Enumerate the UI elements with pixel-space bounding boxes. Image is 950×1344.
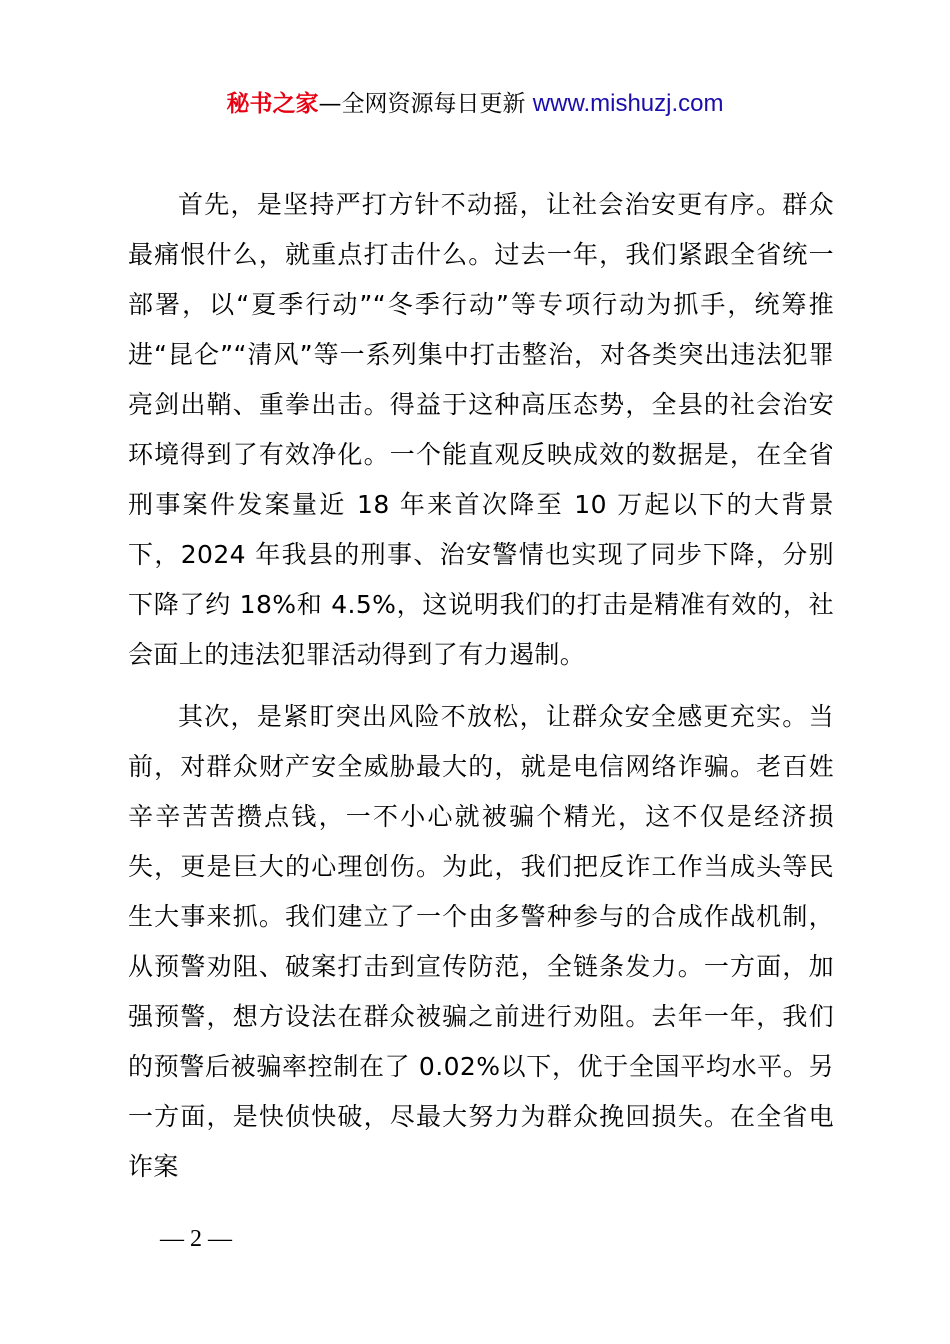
page-number: — 2 —: [160, 1226, 232, 1252]
site-url-link[interactable]: www.mishuzj.com: [532, 90, 724, 117]
brand-name: 秘书之家: [226, 91, 319, 117]
paragraph-2: 其次，是紧盯突出风险不放松，让群众安全感更充实。当前，对群众财产安全威胁最大的，就是电信网络诈骗。老百姓辛辛苦苦攒点钱，一不小心就被骗个精光，这不仅是经济损失，更是巨大的心理创伤。为此，我们把反诈工作当成头等民生大事来抓。我们建立了一个由多警种参与的合成作战机制，从预警劝阻、破案打击到宣传防范，全链条发力。一方面，加强预警，想方设法在群众被骗之前进行劝阻。去年一年，我们的预警后被骗率控制在了 0.02%以下，优于全国平均水平。另一方面，是快侦快破，尽最大努力为群众挽回损失。在全省电诈案: [128, 702, 834, 1181]
header-slogan: —全网资源每日更新: [318, 91, 533, 117]
paragraph-1: 首先，是坚持严打方针不动摇，让社会治安更有序。群众最痛恨什么，就重点打击什么。过去一年，我们紧跟全省统一部署，以“夏季行动”“冬季行动”等专项行动为抓手，统筹推进“昆仑”“清风”等一系列集中打击整治，对各类突出违法犯罪亮剑出鞘、重拳出击。得益于这种高压态势，全县的社会治安环境得到了有效净化。一个能直观反映成效的数据是，在全省刑事案件发案量近 18 年来首次降至 10 万起以下的大背景下，2024 年我县的刑事、治安警情也实现了同步下降，分别下降了约 18%和 4.5%，这说明我们的打击是精准有效的，社会面上的违法犯罪活动得到了有力遏制。: [128, 190, 834, 669]
site-header: [0, 86, 950, 122]
document-body: [128, 180, 834, 1204]
